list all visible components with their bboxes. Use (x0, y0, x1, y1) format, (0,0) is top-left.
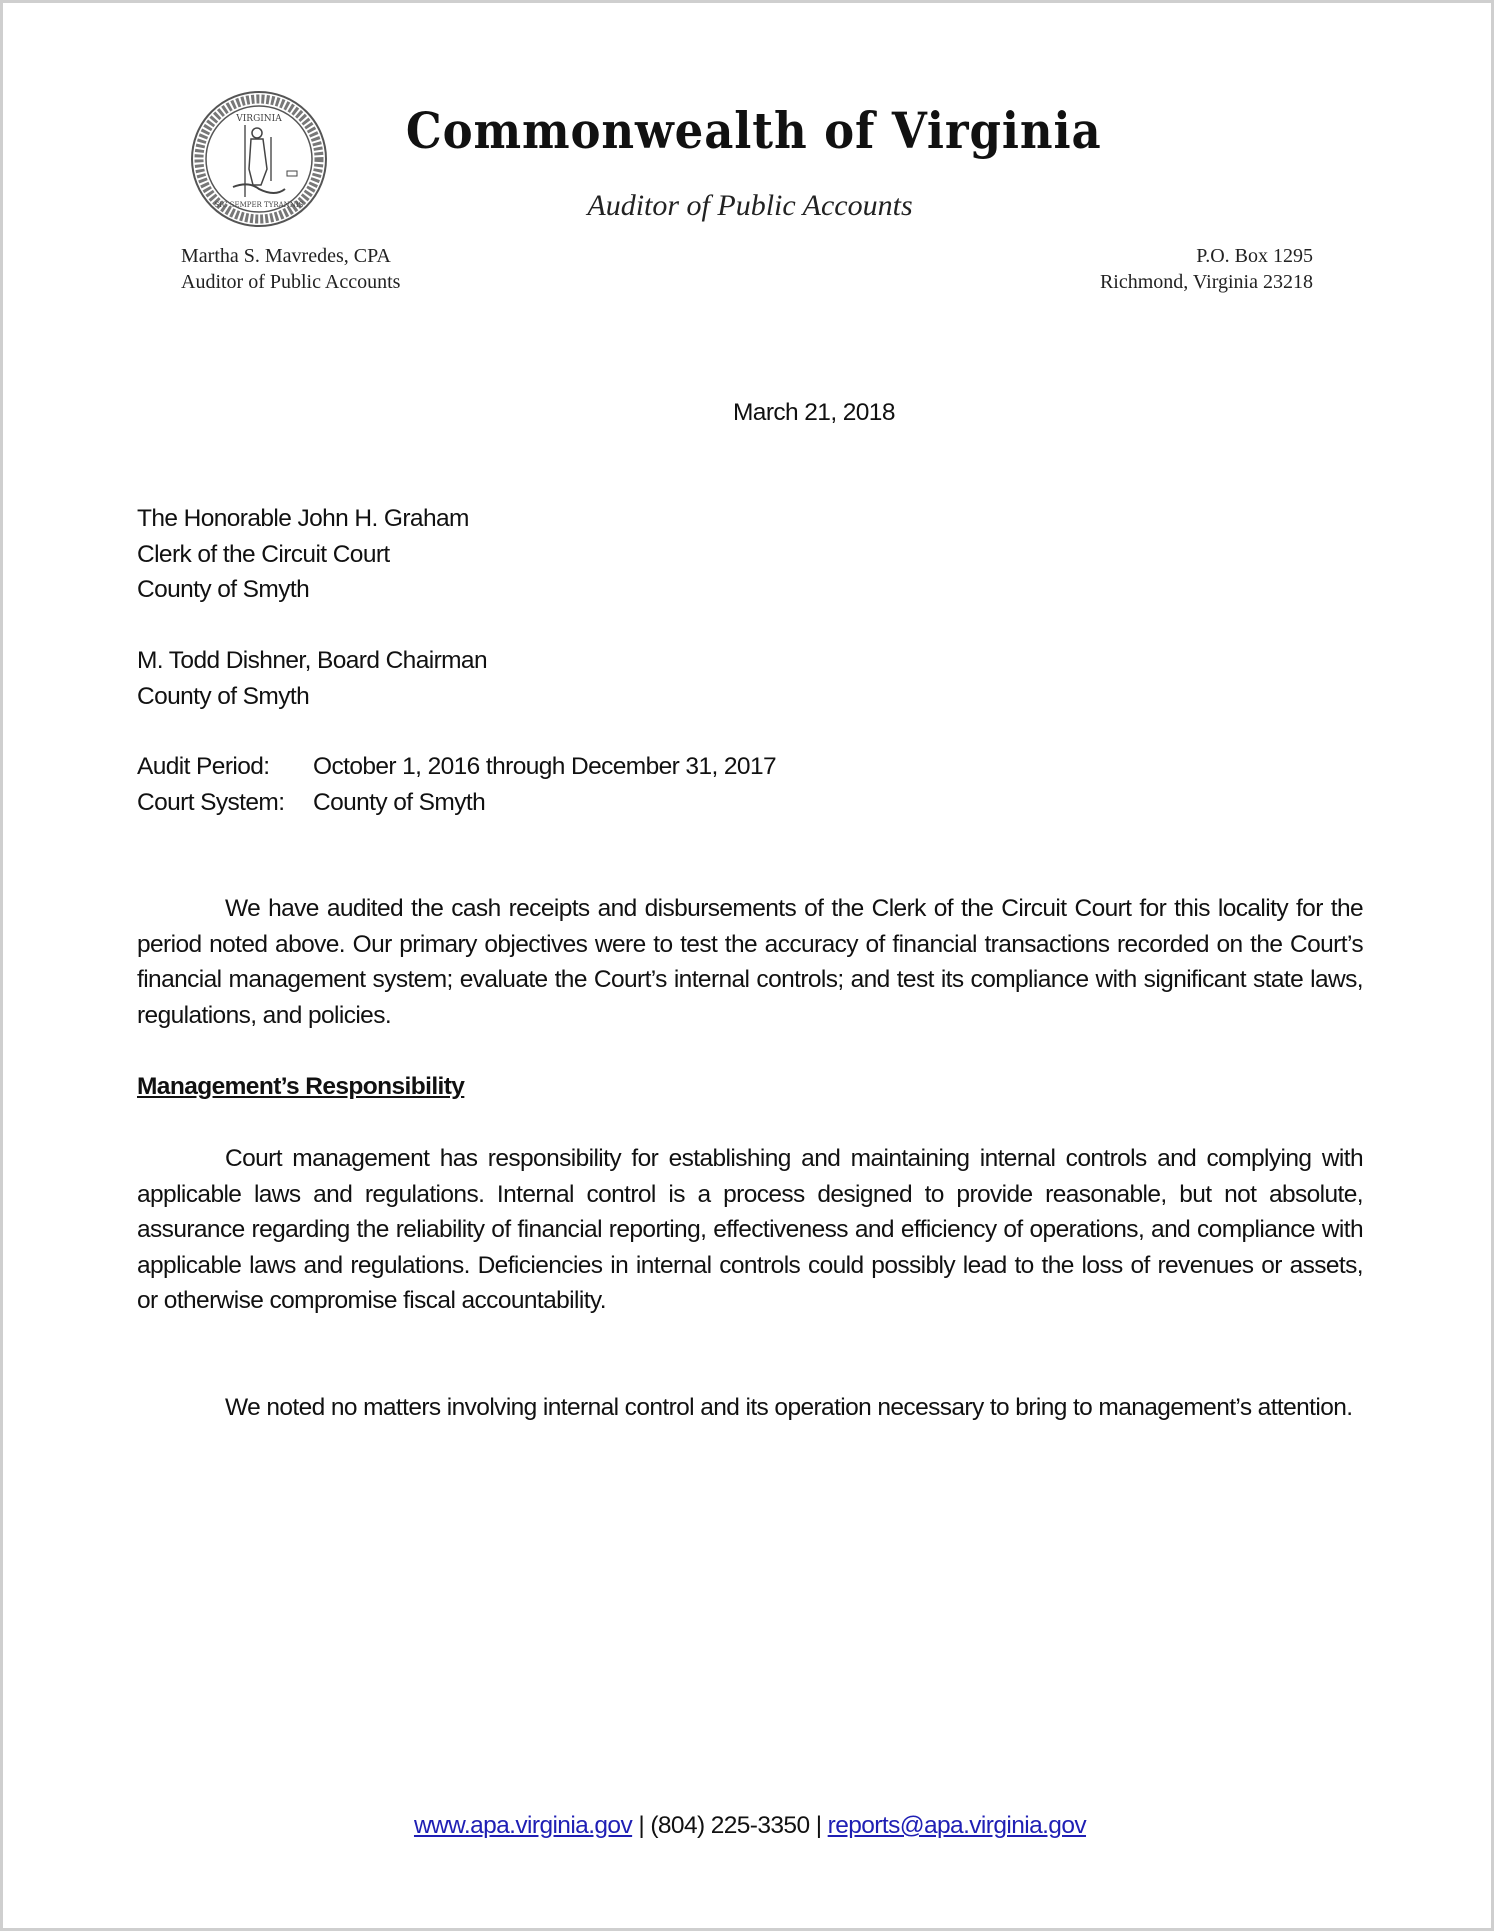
sender-title: Auditor of Public Accounts (181, 271, 401, 293)
paragraph-management-responsibility (137, 1141, 1363, 1319)
court-system-label: Court System: (137, 788, 285, 816)
sender-po-box: P.O. Box 1295 (1196, 245, 1313, 267)
svg-text:SIC SEMPER TYRANNIS: SIC SEMPER TYRANNIS (214, 201, 304, 209)
letter-date: March 21, 2018 (733, 399, 895, 426)
paragraph-text: We have audited the cash receipts and disbursements of the Clerk of the Circuit Court for this locality for the period noted above. Our primary objectives were to test the accuracy of financial transactions recorded on the Court’s financial management system; evaluate the Court’s internal controls; and test its compliance with significant state laws, regulations, and policies. (137, 895, 1363, 1029)
paragraph-text: We noted no matters involving internal control and its operation necessary to bring to management’s attention. (225, 1394, 1353, 1421)
letterhead-title: Commonwealth of Virginia (405, 101, 1102, 160)
audit-info (137, 749, 1367, 820)
court-system-row (137, 785, 1367, 821)
recipient-line: County of Smyth (137, 682, 310, 710)
sender-city: Richmond, Virginia 23218 (1099, 271, 1313, 293)
letterhead-subtitle: Auditor of Public Accounts (587, 189, 913, 222)
svg-text:VIRGINIA: VIRGINIA (236, 114, 282, 124)
audit-period-value: October 1, 2016 through December 31, 2017 (313, 753, 776, 780)
footer-contact (3, 1808, 1494, 1844)
paragraph-text: Court management has responsibility for establishing and maintaining internal controls and complying with applicable laws and regulations. Internal control is a process designed to provide reasonable, but not absolute, assurance regarding the reliability of financial reporting, effectiveness and efficiency of operations, and compliance with applicable laws and regulations. Deficiencies in internal controls could possibly lead to the loss of revenues or assets, or otherwise compromise fiscal accountability. (137, 1145, 1363, 1314)
court-system-value: County of Smyth (313, 788, 486, 816)
footer-separator: | (815, 1812, 822, 1839)
audit-period-label: Audit Period: (137, 753, 270, 780)
paragraph-conclusion (137, 1390, 1363, 1426)
recipient-2 (137, 643, 1367, 714)
recipient-line: M. Todd Dishner, Board Chairman (137, 647, 487, 674)
recipient-line: County of Smyth (137, 576, 310, 603)
sender-name-block (181, 243, 400, 295)
audit-period-row (137, 749, 1367, 785)
sender-address-block (1100, 243, 1313, 295)
recipient-line: Clerk of the Circuit Court (137, 540, 390, 568)
section-heading: Management’s Responsibility (137, 1073, 465, 1100)
recipient-1 (137, 501, 1367, 608)
website-link[interactable]: www.apa.virginia.gov (413, 1812, 633, 1839)
footer-separator: | (638, 1812, 645, 1839)
sender-name: Martha S. Mavredes, CPA (181, 245, 391, 267)
recipient-line: The Honorable John H. Graham (137, 505, 469, 532)
email-link[interactable]: reports@apa.virginia.gov (827, 1812, 1087, 1839)
footer-phone: (804) 225-3350 (650, 1812, 810, 1839)
paragraph-audit-scope (137, 891, 1363, 1033)
